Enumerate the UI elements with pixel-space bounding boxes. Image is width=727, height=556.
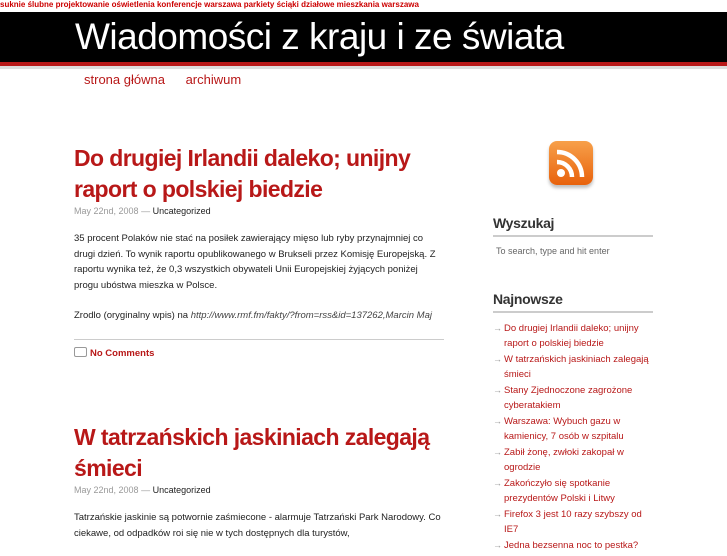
recent-post-link[interactable]: Do drugiej Irlandii daleko; unijny raport o polskiej biedzie bbox=[504, 323, 639, 350]
recent-post-link[interactable]: Zabił żonę, zwłoki zakopał w ogrodzie bbox=[504, 446, 624, 474]
arrow-right-icon: → bbox=[493, 477, 502, 488]
sidebar-recent bbox=[493, 291, 653, 554]
post-paragraph: 35 procent Polaków nie stać na posiłek zawierający mięso lub ryby przynajmniej co drugi dzień. To wynik raportu opublikowanego w Brukseli przez Komisję Europejską. Z raportu wynika też, że 0,3 wszystkich obywateli Unii Europejskiej żyjących poniżej progu ubóstwa mieszka w Polsce. bbox=[74, 233, 436, 291]
list-item bbox=[493, 445, 653, 476]
top-link[interactable]: ściąki bbox=[276, 0, 299, 9]
source-link[interactable]: http://www.rmf.fm/fakty/?from=rss&id=137262,Marcin Maj bbox=[190, 310, 432, 321]
post-title[interactable]: W tatrzańskich jaskiniach zalegają śmieci bbox=[74, 424, 430, 481]
post-body bbox=[74, 510, 444, 541]
recent-post-link[interactable]: Firefox 3 jest 10 razy szybszy od IE7 bbox=[504, 508, 642, 536]
post bbox=[74, 422, 444, 556]
meta-separator: — bbox=[141, 485, 151, 495]
arrow-right-icon: → bbox=[493, 415, 502, 426]
top-link[interactable]: działowe bbox=[301, 0, 335, 9]
list-item bbox=[493, 414, 653, 445]
arrow-right-icon: → bbox=[493, 446, 502, 457]
meta-separator: — bbox=[141, 206, 151, 216]
arrow-right-icon: → bbox=[493, 353, 502, 364]
recent-post-link[interactable]: Stany Zjednoczone zagrożone cyberatakiem bbox=[504, 384, 633, 412]
top-link[interactable]: suknie ślubne bbox=[0, 0, 54, 9]
arrow-right-icon: → bbox=[493, 508, 502, 519]
source-prefix: Zrodlo (oryginalny wpis) na bbox=[74, 310, 191, 321]
post-category-link[interactable]: Uncategorized bbox=[152, 206, 211, 216]
top-links-bar bbox=[0, 0, 727, 12]
arrow-right-icon: → bbox=[493, 539, 502, 550]
post-date: May 22nd, 2008 bbox=[74, 206, 139, 216]
arrow-right-icon: → bbox=[493, 323, 502, 333]
post-meta bbox=[74, 485, 444, 495]
recent-post-link[interactable]: W tatrzańskich jaskiniach zalegają śmieci bbox=[504, 353, 649, 381]
recent-posts-list bbox=[493, 321, 653, 553]
post-category-link[interactable]: Uncategorized bbox=[152, 485, 211, 495]
search-input[interactable]: To search, type and hit enter bbox=[496, 246, 610, 256]
site-header bbox=[0, 12, 727, 66]
top-link[interactable]: konferencje warszawa bbox=[156, 0, 242, 9]
post-title[interactable]: Do drugiej Irlandii daleko; unijny raport o polskiej biedzie bbox=[74, 145, 411, 202]
list-item bbox=[493, 352, 653, 383]
list-item bbox=[493, 538, 653, 553]
recent-heading: Najnowsze bbox=[493, 291, 653, 313]
top-link[interactable]: mieszkania warszawa bbox=[336, 0, 419, 9]
search-heading: Wyszukaj bbox=[493, 215, 653, 237]
list-item bbox=[493, 507, 653, 538]
main-nav bbox=[84, 72, 258, 87]
arrow-right-icon: → bbox=[493, 384, 502, 395]
rss-glyph bbox=[549, 141, 593, 185]
post-comments bbox=[74, 339, 444, 359]
list-item bbox=[493, 383, 653, 414]
header-divider bbox=[0, 66, 727, 69]
recent-post-link[interactable]: Zakończyło się spotkanie prezydentów Polski i Litwy bbox=[504, 477, 615, 505]
nav-archive-link[interactable]: archiwum bbox=[185, 72, 242, 87]
top-link[interactable]: parkiety bbox=[243, 0, 275, 9]
list-item bbox=[493, 476, 653, 507]
nav-home-link[interactable]: strona główna bbox=[84, 72, 165, 87]
sidebar-search bbox=[493, 215, 653, 256]
recent-post-link[interactable]: Jedna bezsenna noc to pestka? bbox=[504, 539, 639, 551]
rss-feed-icon[interactable] bbox=[549, 141, 593, 185]
post bbox=[74, 143, 444, 359]
site-title[interactable]: Wiadomości z kraju i ze świata bbox=[75, 16, 564, 57]
comments-link[interactable]: No Comments bbox=[90, 347, 155, 359]
top-link[interactable]: projektowanie oświetlenia bbox=[55, 0, 155, 9]
comment-bubble-icon bbox=[74, 347, 87, 357]
post-meta bbox=[74, 206, 444, 216]
recent-post-link[interactable]: Warszawa: Wybuch gazu w kamienicy, 7 osób w szpitalu bbox=[504, 415, 624, 443]
post-source bbox=[74, 308, 444, 324]
post-paragraph: Tatrzańskie jaskinie są potwornie zaśmiecone - alarmuje Tatrzański Park Narodowy. Co ciekawe, od odpadków roi się nie w tych dostępnych dla turystów, bbox=[74, 512, 441, 539]
post-date: May 22nd, 2008 bbox=[74, 485, 139, 495]
list-item bbox=[493, 321, 653, 352]
post-body bbox=[74, 231, 444, 324]
